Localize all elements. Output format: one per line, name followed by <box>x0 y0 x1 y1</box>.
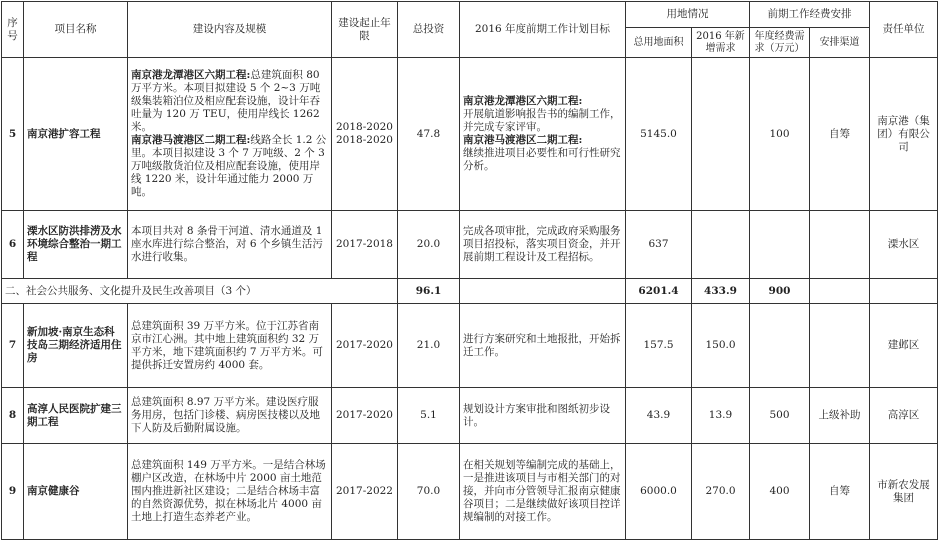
content-b-text: 线路全长 1.2 公里。本项目拟建设 3 个 7 万吨级、2 个 3 万吨级散货泊位及相应配套设施，使用岸线 1220 米，设计年通过能力 2000 万吨。 <box>131 134 327 198</box>
row-seq: 6 <box>2 211 24 279</box>
row-unit: 建邺区 <box>870 304 938 388</box>
row-fund-channel <box>810 211 870 279</box>
row-name: 溧水区防洪排涝及水环境综合整治一期工程 <box>24 211 128 279</box>
row-plan: 规划设计方案审批和图纸初步设计。 <box>460 388 626 444</box>
row-content: 本项目共对 8 条骨干河道、清水通道及 1 座水库进行综合整治，对 6 个乡镇生活污水进行收集。 <box>128 211 332 279</box>
row-land-total: 5145.0 <box>626 58 692 211</box>
row-land-total: 637 <box>626 211 692 279</box>
row-invest: 20.0 <box>398 211 460 279</box>
plan-a-text: 开展航道影响报告书的编制工作，并完成专家评审。 <box>463 108 621 133</box>
row-name: 南京健康谷 <box>24 444 128 540</box>
header-years: 建设起止年限 <box>332 2 398 58</box>
header-fund-need: 年度经费需求（万元） <box>750 28 810 58</box>
section-label: 二、社会公共服务、文化提升及民生改善项目（3 个） <box>2 279 398 304</box>
header-fund-channel: 安排渠道 <box>810 28 870 58</box>
row-content <box>128 58 332 211</box>
row-years: 2017-2018 <box>332 211 398 279</box>
years-a: 2018-2020 <box>336 121 393 133</box>
row-content: 总建筑面积 149 万平方米。一是结合林场棚户区改造，在林场中片 2000 亩土地范围内推进新社区建设；二是结合林场丰富的自然资源优势，拟在林场北片 4000 亩土地上打造生态养老产业。 <box>128 444 332 540</box>
row-invest: 5.1 <box>398 388 460 444</box>
header-unit: 责任单位 <box>870 2 938 58</box>
row-land-new <box>692 211 750 279</box>
row-fund-need <box>750 304 810 388</box>
row-years: 2017-2022 <box>332 444 398 540</box>
table-row <box>2 58 938 211</box>
header-fund: 前期工作经费安排 <box>750 2 870 28</box>
table-row <box>2 444 938 540</box>
row-unit: 溧水区 <box>870 211 938 279</box>
row-plan: 进行方案研究和土地报批，开始拆迁工作。 <box>460 304 626 388</box>
header-land-total: 总用地面积 <box>626 28 692 58</box>
section-channel-empty <box>810 279 870 304</box>
row-fund-channel <box>810 304 870 388</box>
row-name: 高淳人民医院扩建三期工程 <box>24 388 128 444</box>
section-land-total: 6201.4 <box>626 279 692 304</box>
header-land-new: 2016 年新增需求 <box>692 28 750 58</box>
table-row <box>2 388 938 444</box>
header-land: 用地情况 <box>626 2 750 28</box>
row-plan: 完成各项审批，完成政府采购服务项目招投标，落实项目资金，并开展前期工程设计及工程招标。 <box>460 211 626 279</box>
row-plan: 在相关规划等编制完成的基础上，一是推进该项目与市相关部门的对接，并向市分管领导汇报南京健康谷项目；二是继续做好该项目控详规编制的对接工作。 <box>460 444 626 540</box>
row-invest: 47.8 <box>398 58 460 211</box>
row-unit: 市新农发展集团 <box>870 444 938 540</box>
header-name: 项目名称 <box>24 2 128 58</box>
project-table <box>1 1 938 540</box>
content-b-title: 南京港马渡港区二期工程: <box>131 134 251 146</box>
row-unit: 南京港（集团）有限公司 <box>870 58 938 211</box>
row-land-total: 157.5 <box>626 304 692 388</box>
plan-b-text: 继续推进项目必要性和可行性研究分析。 <box>463 147 621 172</box>
row-invest: 21.0 <box>398 304 460 388</box>
row-seq: 8 <box>2 388 24 444</box>
table-row <box>2 304 938 388</box>
row-land-new: 13.9 <box>692 388 750 444</box>
years-b: 2018-2020 <box>336 134 393 146</box>
header-row-1 <box>2 2 938 28</box>
row-seq: 7 <box>2 304 24 388</box>
row-land-new: 270.0 <box>692 444 750 540</box>
row-fund-need <box>750 211 810 279</box>
row-fund-channel: 自筹 <box>810 444 870 540</box>
row-fund-channel: 上级补助 <box>810 388 870 444</box>
content-a-title: 南京港龙潭港区六期工程: <box>131 69 251 81</box>
row-fund-need: 400 <box>750 444 810 540</box>
row-fund-channel: 自筹 <box>810 58 870 211</box>
row-plan <box>460 58 626 211</box>
header-content: 建设内容及规模 <box>128 2 332 58</box>
row-land-new: 150.0 <box>692 304 750 388</box>
row-land-total: 43.9 <box>626 388 692 444</box>
section-invest: 96.1 <box>398 279 460 304</box>
section-plan-empty <box>460 279 626 304</box>
plan-b-title: 南京港马渡港区二期工程: <box>463 134 583 146</box>
row-years: 2017-2020 <box>332 304 398 388</box>
plan-a-title: 南京港龙潭港区六期工程: <box>463 95 583 107</box>
header-invest: 总投资 <box>398 2 460 58</box>
row-fund-need: 100 <box>750 58 810 211</box>
row-years <box>332 58 398 211</box>
row-seq: 5 <box>2 58 24 211</box>
section-row <box>2 279 938 304</box>
row-land-new <box>692 58 750 211</box>
section-unit-empty <box>870 279 938 304</box>
row-land-total: 6000.0 <box>626 444 692 540</box>
row-name: 新加坡·南京生态科技岛三期经济适用住房 <box>24 304 128 388</box>
row-name: 南京港扩容工程 <box>24 58 128 211</box>
row-fund-need: 500 <box>750 388 810 444</box>
section-fund-need: 900 <box>750 279 810 304</box>
row-unit: 高淳区 <box>870 388 938 444</box>
row-invest: 70.0 <box>398 444 460 540</box>
row-content: 总建筑面积 8.97 万平方米。建设医疗服务用房，包括门诊楼、病房医技楼以及地下人防及后勤附属设施。 <box>128 388 332 444</box>
header-plan: 2016 年度前期工作计划目标 <box>460 2 626 58</box>
row-content: 总建筑面积 39 万平方米。位于江苏省南京市江心洲。其中地上建筑面积约 32 万平方米，地下建筑面积约 7 万平方米。可提供拆迁安置房约 4000 套。 <box>128 304 332 388</box>
row-years: 2017-2020 <box>332 388 398 444</box>
header-seq: 序号 <box>2 2 24 58</box>
row-seq: 9 <box>2 444 24 540</box>
section-land-new: 433.9 <box>692 279 750 304</box>
content-a-text: 总建筑面积 80 万平方米。本项目拟建设 5 个 2~3 万吨级集装箱泊位及相应配套设施，设计年吞吐量为 120 万 TEU，使用岸线长 1262 米。 <box>131 69 321 133</box>
table-row <box>2 211 938 279</box>
